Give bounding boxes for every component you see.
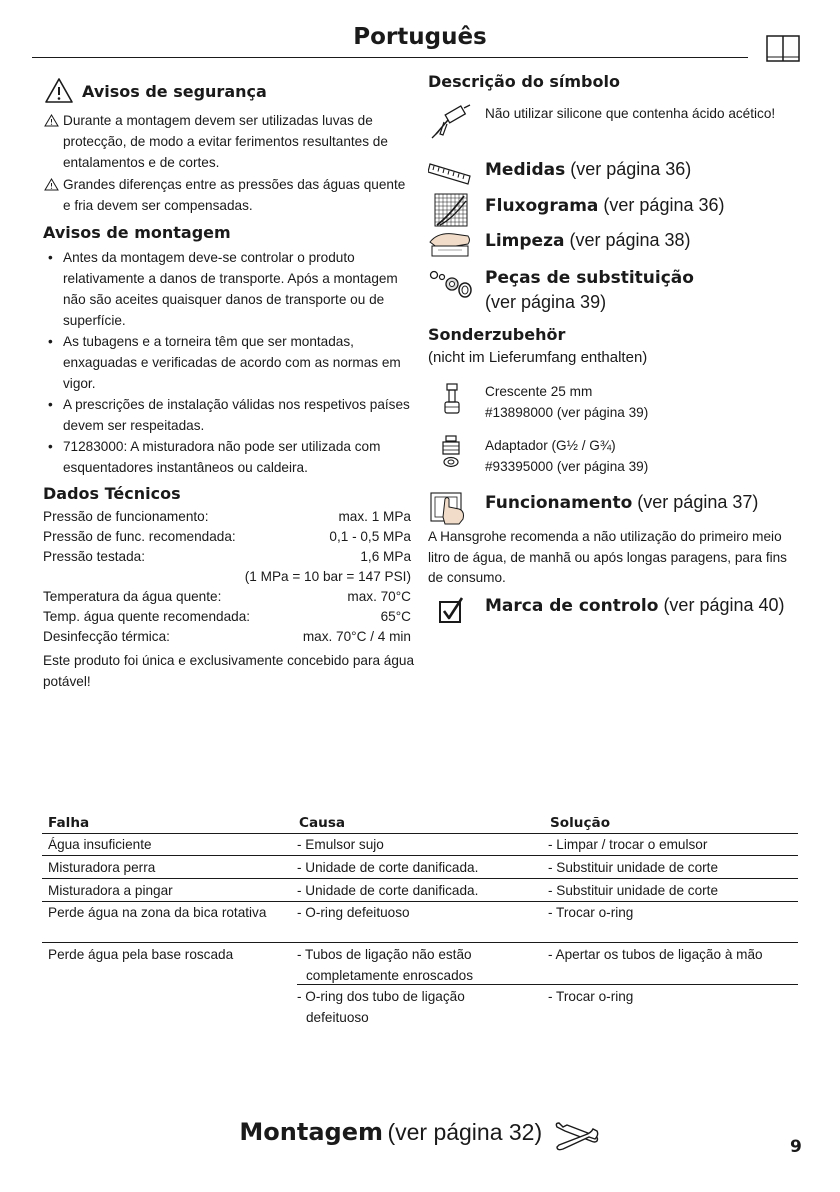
row-rule bbox=[42, 855, 798, 856]
tech-row: Desinfecção térmica: max. 70°C / 4 min bbox=[43, 629, 411, 644]
table-row: Água insuficiente bbox=[48, 837, 152, 852]
cleaning-hand-icon bbox=[428, 228, 472, 260]
safety-heading: Avisos de segurança bbox=[82, 82, 267, 101]
accessory-item: Adaptador (G½ / G¾) #93395000 (ver página 39) bbox=[485, 438, 649, 474]
assembly-link[interactable]: Montagem (ver página 32) bbox=[0, 1118, 840, 1151]
accessories-subheading: (nicht im Lieferumfang enthalten) bbox=[428, 349, 648, 366]
flow-link[interactable]: Fluxograma (ver página 36) bbox=[485, 195, 725, 216]
symbols-heading: Descrição do símbolo bbox=[428, 72, 620, 91]
table-cell: - Apertar os tubos de ligação à mão bbox=[548, 947, 763, 962]
table-cell: - Emulsor sujo bbox=[297, 837, 384, 852]
table-row: Misturadora a pingar bbox=[48, 883, 173, 898]
table-cell: - Substituir unidade de corte bbox=[548, 883, 719, 898]
warning-small-icon bbox=[44, 114, 59, 127]
nut-wrench-icon bbox=[443, 382, 461, 416]
tech-row: (1 MPa = 10 bar = 147 PSI) bbox=[244, 569, 411, 584]
accessories-heading: Sonderzubehör bbox=[428, 325, 566, 344]
table-row: Misturadora perra bbox=[48, 860, 156, 875]
list-item: • Antes da montagem deve-se controlar o produto relativamente a danos de transporte. Após a montagem não são aceites quaisquer danos de transporte ou de superfície. bbox=[43, 247, 415, 331]
cleaning-link[interactable]: Limpeza (ver página 38) bbox=[485, 230, 691, 251]
list-item: • 71283000: A misturadora não pode ser utilizada com esquentadores instantâneos ou caldeira. bbox=[43, 436, 415, 478]
page-number: 9 bbox=[790, 1137, 802, 1157]
tech-table bbox=[43, 507, 411, 647]
row-rule bbox=[42, 878, 798, 879]
list-item: • As tubagens e a torneira têm que ser montadas, enxaguadas e verificadas de acordo com as normas em vigor. bbox=[43, 331, 415, 394]
potable-water-note: Este produto foi única e exclusivamente concebido para água potável! bbox=[43, 653, 415, 689]
table-cell: - Unidade de corte danificada. bbox=[297, 883, 479, 898]
tech-heading: Dados Técnicos bbox=[43, 484, 181, 503]
measures-link[interactable]: Medidas (ver página 36) bbox=[485, 159, 692, 180]
tech-row: Temp. água quente recomendada: 65°C bbox=[43, 609, 411, 624]
table-cell: - Tubos de ligação não estão completamente enroscados bbox=[297, 947, 473, 983]
function-link[interactable]: Funcionamento (ver página 37) bbox=[485, 492, 759, 513]
table-cell: - O-ring dos tubo de ligação defeituoso bbox=[297, 989, 465, 1025]
page-title: Português bbox=[353, 24, 487, 50]
row-rule bbox=[297, 984, 798, 985]
table-cell: - Limpar / trocar o emulsor bbox=[548, 837, 708, 852]
spare-parts-link[interactable]: Peças de substituição (ver página 39) bbox=[485, 268, 694, 312]
tech-row: Pressão testada: 1,6 MPa bbox=[43, 549, 411, 564]
tech-row: Temperatura da água quente: max. 70°C bbox=[43, 589, 411, 604]
silicone-gun-icon bbox=[430, 104, 474, 140]
function-note: A Hansgrohe recomenda a não utilização do primeiro meio litro de água, de manhã ou após longas paragens, para fins de consumo. bbox=[428, 529, 787, 585]
tech-row: Pressão de funcionamento: max. 1 MPa bbox=[43, 509, 411, 524]
adapter-icon bbox=[440, 434, 462, 470]
warning-small-icon bbox=[44, 178, 59, 191]
col-header-solucao: Solução bbox=[550, 815, 611, 831]
table-cell: - Trocar o-ring bbox=[548, 905, 634, 920]
tech-row: Pressão de func. recomendada: 0,1 - 0,5 MPa bbox=[43, 529, 411, 544]
col-header-falha: Falha bbox=[48, 815, 90, 831]
spare-parts-icon bbox=[428, 266, 474, 302]
book-icon bbox=[766, 35, 800, 62]
table-cell: - Trocar o-ring bbox=[548, 989, 634, 1004]
accessory-item: Crescente 25 mm #13898000 (ver página 39) bbox=[485, 384, 649, 420]
list-item: • A prescrições de instalação válidas nos respetivos países devem ser respeitadas. bbox=[43, 394, 415, 436]
assembly-heading: Avisos de montagem bbox=[43, 223, 231, 242]
function-hand-icon bbox=[429, 487, 471, 525]
wrench-icon bbox=[553, 1121, 601, 1151]
silicone-note: Não utilizar silicone que contenha ácido acético! bbox=[485, 106, 776, 121]
assembly-list bbox=[43, 247, 415, 478]
title-rule bbox=[32, 57, 748, 58]
flow-chart-icon bbox=[434, 193, 468, 227]
table-row: Perde água na zona da bica rotativa bbox=[48, 905, 267, 920]
safety-item bbox=[43, 110, 413, 173]
row-rule bbox=[42, 942, 798, 943]
safety-text-1: Durante a montagem devem ser utilizadas luvas de protecção, de modo a evitar ferimentos resultantes de entalamentos e de cortes. bbox=[63, 113, 388, 170]
safety-item bbox=[43, 174, 413, 216]
table-row: Perde água pela base roscada bbox=[48, 947, 234, 962]
checkbox-icon bbox=[438, 597, 464, 625]
col-header-causa: Causa bbox=[299, 815, 346, 831]
safety-text-2: Grandes diferenças entre as pressões das águas quente e fria devem ser compensadas. bbox=[63, 177, 406, 213]
ruler-icon bbox=[428, 158, 472, 190]
table-cell: - Substituir unidade de corte bbox=[548, 860, 719, 875]
table-cell: - Unidade de corte danificada. bbox=[297, 860, 479, 875]
table-cell: - O-ring defeituoso bbox=[297, 905, 410, 920]
warning-triangle-icon bbox=[44, 77, 74, 104]
control-mark-link[interactable]: Marca de controlo (ver página 40) bbox=[485, 595, 785, 616]
